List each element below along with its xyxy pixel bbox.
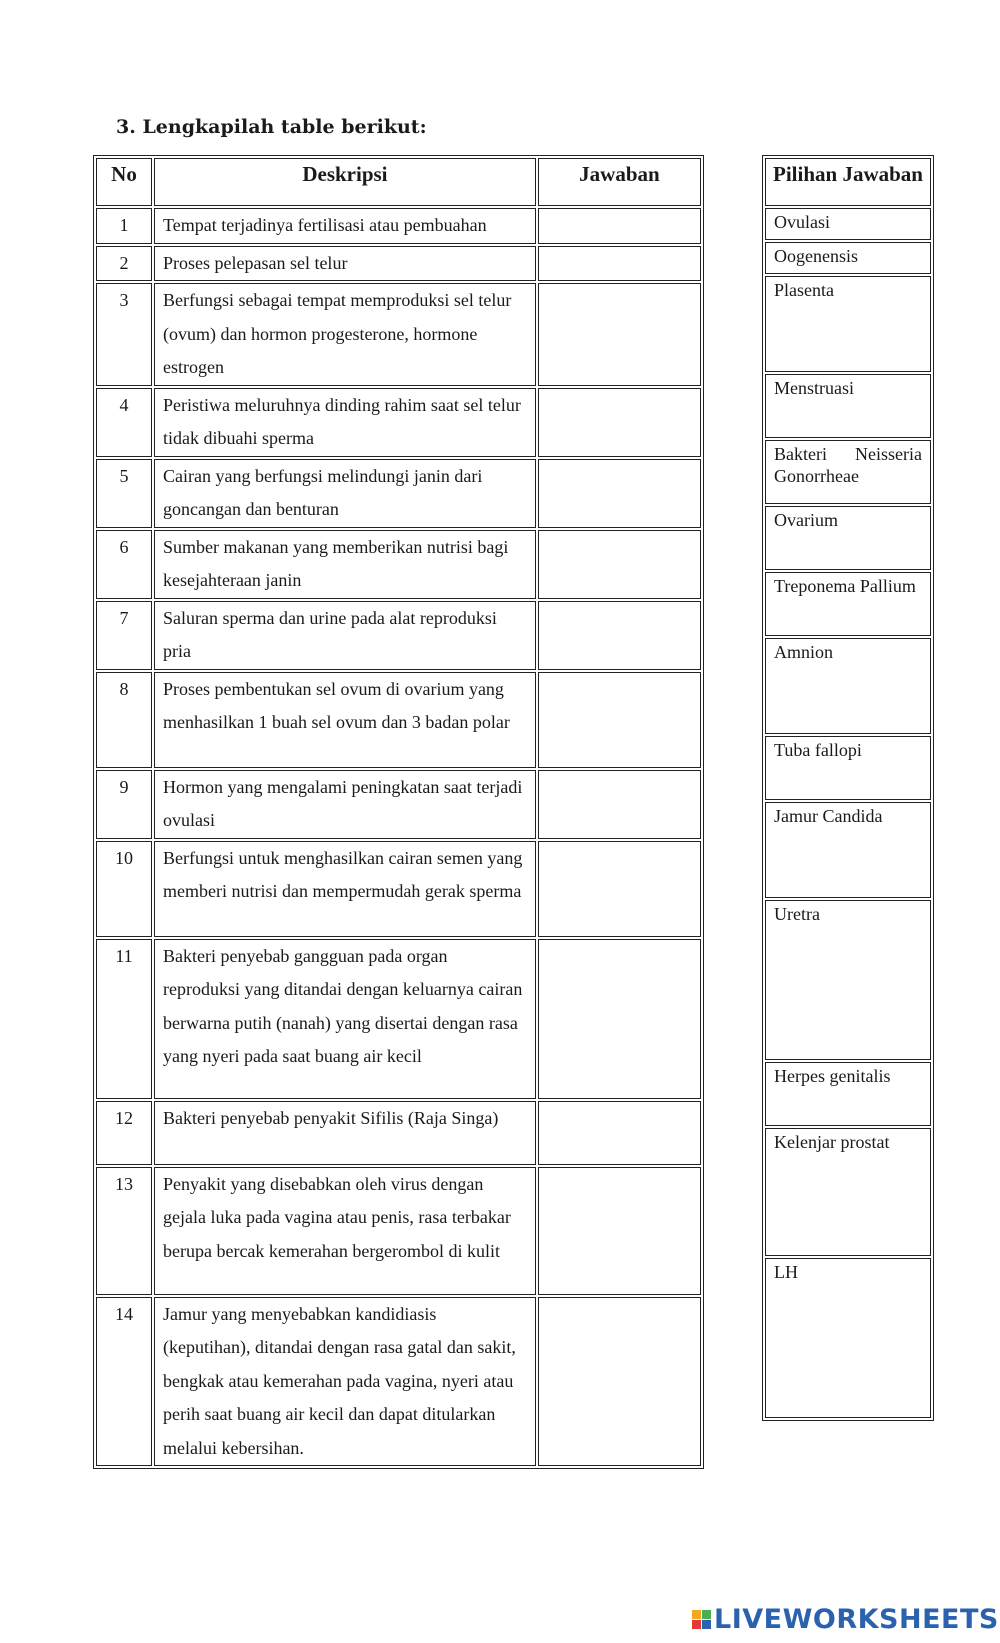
row-number: 4 [96, 388, 152, 457]
logo-mark-icon [692, 1610, 711, 1629]
option-row [765, 572, 931, 636]
header-no: No [96, 158, 152, 206]
table-row [96, 283, 701, 386]
table-row [96, 841, 701, 937]
row-description: Saluran sperma dan urine pada alat reproduksi pria [154, 601, 536, 670]
row-description: Peristiwa meluruhnya dinding rahim saat sel telur tidak dibuahi sperma [154, 388, 536, 457]
answer-field[interactable] [538, 601, 701, 670]
row-description: Penyakit yang disebabkan oleh virus dengan gejala luka pada vagina atau penis, rasa terbakar berupa bercak kemerahan bergerombol di kulit [154, 1167, 536, 1295]
option-row [765, 208, 931, 240]
option-row [765, 440, 931, 504]
row-description: Proses pembentukan sel ovum di ovarium yang menhasilkan 1 buah sel ovum dan 3 badan polar [154, 672, 536, 768]
option-row [765, 1128, 931, 1256]
table-row [96, 388, 701, 457]
answer-field[interactable] [538, 459, 701, 528]
header-answer: Jawaban [538, 158, 701, 206]
logo-text: LIVEWORKSHEETS [714, 1604, 999, 1635]
row-description: Bakteri penyebab penyakit Sifilis (Raja Singa) [154, 1101, 536, 1165]
answer-field[interactable] [538, 841, 701, 937]
table-row [96, 770, 701, 839]
row-description: Proses pelepasan sel telur [154, 246, 536, 282]
row-number: 6 [96, 530, 152, 599]
option-row [765, 638, 931, 734]
answer-option[interactable]: Kelenjar prostat [765, 1128, 931, 1256]
answer-field[interactable] [538, 208, 701, 244]
table-row [96, 1167, 701, 1295]
answer-field[interactable] [538, 1167, 701, 1295]
options-table [762, 155, 934, 1421]
exercise-table [93, 155, 704, 1469]
answer-option[interactable]: Oogenensis [765, 242, 931, 274]
liveworksheets-logo [692, 1604, 999, 1635]
row-description: Berfungsi sebagai tempat memproduksi sel telur (ovum) dan hormon progesterone, hormone estrogen [154, 283, 536, 386]
answer-field[interactable] [538, 1101, 701, 1165]
row-description: Sumber makanan yang memberikan nutrisi bagi kesejahteraan janin [154, 530, 536, 599]
answer-field[interactable] [538, 770, 701, 839]
header-description: Deskripsi [154, 158, 536, 206]
table-row [96, 601, 701, 670]
row-number: 14 [96, 1297, 152, 1467]
option-row [765, 736, 931, 800]
table-row [96, 246, 701, 282]
row-number: 7 [96, 601, 152, 670]
row-number: 1 [96, 208, 152, 244]
option-row [765, 900, 931, 1060]
answer-field[interactable] [538, 283, 701, 386]
option-row [765, 1062, 931, 1126]
option-row [765, 276, 931, 372]
answer-field[interactable] [538, 939, 701, 1099]
answer-field[interactable] [538, 388, 701, 457]
option-row [765, 506, 931, 570]
row-number: 11 [96, 939, 152, 1099]
row-description: Tempat terjadinya fertilisasi atau pembuahan [154, 208, 536, 244]
row-number: 9 [96, 770, 152, 839]
answer-option[interactable]: Bakteri Neisseria Gonorrheae [765, 440, 931, 504]
answer-field[interactable] [538, 246, 701, 282]
row-description: Cairan yang berfungsi melindungi janin dari goncangan dan benturan [154, 459, 536, 528]
answer-field[interactable] [538, 1297, 701, 1467]
exercise-heading: 3. Lengkapilah table berikut: [116, 116, 427, 138]
answer-option[interactable]: Ovarium [765, 506, 931, 570]
table-row [96, 459, 701, 528]
header-options: Pilihan Jawaban [765, 158, 931, 206]
table-row [96, 672, 701, 768]
table-row [96, 1101, 701, 1165]
table-row [96, 939, 701, 1099]
row-number: 13 [96, 1167, 152, 1295]
answer-option[interactable]: Jamur Candida [765, 802, 931, 898]
row-description: Bakteri penyebab gangguan pada organ reproduksi yang ditandai dengan keluarnya cairan berwarna putih (nanah) yang disertai dengan rasa yang nyeri pada saat buang air kecil [154, 939, 536, 1099]
table-row [96, 208, 701, 244]
answer-option[interactable]: Tuba fallopi [765, 736, 931, 800]
answer-option[interactable]: Menstruasi [765, 374, 931, 438]
answer-option[interactable]: Uretra [765, 900, 931, 1060]
row-number: 12 [96, 1101, 152, 1165]
row-description: Berfungsi untuk menghasilkan cairan semen yang memberi nutrisi dan mempermudah gerak sperma [154, 841, 536, 937]
answer-option[interactable]: LH [765, 1258, 931, 1418]
answer-option[interactable]: Treponema Pallium [765, 572, 931, 636]
row-number: 3 [96, 283, 152, 386]
option-row [765, 242, 931, 274]
row-number: 2 [96, 246, 152, 282]
row-number: 5 [96, 459, 152, 528]
option-row [765, 374, 931, 438]
table-row [96, 530, 701, 599]
answer-option[interactable]: Plasenta [765, 276, 931, 372]
option-row [765, 802, 931, 898]
row-number: 10 [96, 841, 152, 937]
option-row [765, 1258, 931, 1418]
answer-option[interactable]: Amnion [765, 638, 931, 734]
row-description: Jamur yang menyebabkan kandidiasis (keputihan), ditandai dengan rasa gatal dan sakit, bengkak atau kemerahan pada vagina, nyeri atau perih saat buang air kecil dan dapat ditularkan melalui kebersihan. [154, 1297, 536, 1467]
answer-field[interactable] [538, 530, 701, 599]
table-row [96, 1297, 701, 1467]
answer-option[interactable]: Herpes genitalis [765, 1062, 931, 1126]
answer-option[interactable]: Ovulasi [765, 208, 931, 240]
row-number: 8 [96, 672, 152, 768]
answer-field[interactable] [538, 672, 701, 768]
row-description: Hormon yang mengalami peningkatan saat terjadi ovulasi [154, 770, 536, 839]
